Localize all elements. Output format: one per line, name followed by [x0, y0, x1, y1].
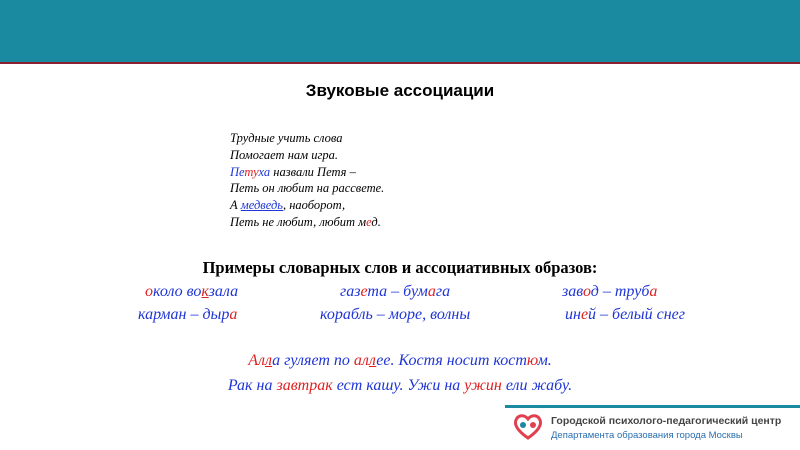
poem-line-1: Трудные учить слова — [230, 131, 343, 145]
word-fragment: га — [435, 283, 451, 300]
examples-heading: Примеры словарных слов и ассоциативных образов: — [202, 258, 598, 277]
word-fragment: к — [201, 283, 209, 300]
org-department: Департамента образования города Москвы — [551, 430, 743, 441]
word-fragment: а гуляет по — [272, 352, 354, 369]
word-fragment: карман – дыр — [138, 306, 230, 323]
word-fragment: кост — [493, 352, 527, 369]
word-fragment: е — [366, 214, 372, 229]
word-fragment: ю — [526, 352, 538, 369]
word-fragment: а — [649, 283, 658, 300]
word-fragment: ал — [353, 352, 369, 369]
word-fragment: , наоборот, — [282, 198, 346, 213]
example-gazeta — [340, 283, 450, 301]
example-okolo-vokzala — [145, 283, 238, 301]
word-fragment: ха — [258, 164, 271, 179]
word-fragment: – — [346, 164, 356, 179]
sentence-2 — [0, 377, 800, 395]
header-divider — [0, 62, 800, 64]
center-logo-icon — [512, 411, 544, 441]
word-fragment: ин — [565, 306, 581, 323]
word-fragment: медведь — [240, 198, 283, 213]
word-fragment: во — [186, 283, 202, 300]
word-fragment: зала — [208, 283, 239, 300]
word-fragment: корабль – море, волны — [320, 306, 471, 323]
word-fragment: Петь не любит, любит м — [230, 214, 367, 229]
word-fragment: о — [582, 283, 591, 300]
word-fragment: ее. Костя носит — [376, 352, 494, 369]
poem-line-3 — [230, 164, 384, 181]
word-fragment: ту — [244, 164, 259, 179]
word-fragment: Пе — [230, 164, 245, 179]
slide-title: Звуковые ассоциации — [305, 81, 495, 100]
word-fragment: е — [360, 283, 368, 300]
word-fragment: Ал — [248, 352, 265, 369]
word-fragment: л — [368, 352, 377, 369]
header-band — [0, 0, 800, 62]
poem — [230, 130, 384, 231]
footer-divider — [505, 405, 800, 408]
poem-line-2: Помогает нам игра. — [230, 147, 338, 162]
word-fragment: ужин — [464, 377, 502, 394]
word-fragment: газ — [340, 283, 361, 300]
example-zavod — [562, 283, 657, 301]
poem-line-5 — [230, 197, 384, 214]
poem-line-6 — [230, 214, 384, 231]
word-fragment: й – белый снег — [588, 306, 685, 323]
word-fragment: д. — [371, 214, 381, 229]
word-fragment: д – труб — [590, 283, 650, 300]
sentence-1 — [0, 352, 800, 370]
example-korabl — [320, 306, 470, 324]
word-fragment: л — [264, 352, 273, 369]
word-fragment: завтрак — [276, 377, 333, 394]
word-fragment: зав — [562, 283, 583, 300]
word-fragment: А — [230, 198, 241, 213]
word-fragment: тя — [331, 164, 347, 179]
word-fragment: м. — [537, 352, 552, 369]
poem-line-4: Петь он любит на рассвете. — [230, 181, 385, 196]
word-fragment: Рак на — [227, 377, 277, 394]
word-fragment: коло — [153, 283, 187, 300]
word-fragment: е — [580, 306, 589, 323]
word-fragment: ест кашу. Ужи на — [332, 377, 465, 394]
org-name: Городской психолого-педагогический центр — [551, 415, 782, 427]
word-fragment: а — [229, 306, 238, 323]
word-fragment: та – бум — [367, 283, 428, 300]
word-fragment: а — [427, 283, 436, 300]
word-fragment: ели жабу. — [501, 377, 573, 394]
word-fragment: о — [145, 283, 153, 300]
example-iney — [565, 306, 685, 324]
word-fragment: назвали Пе — [270, 164, 332, 179]
example-karman — [138, 306, 237, 324]
